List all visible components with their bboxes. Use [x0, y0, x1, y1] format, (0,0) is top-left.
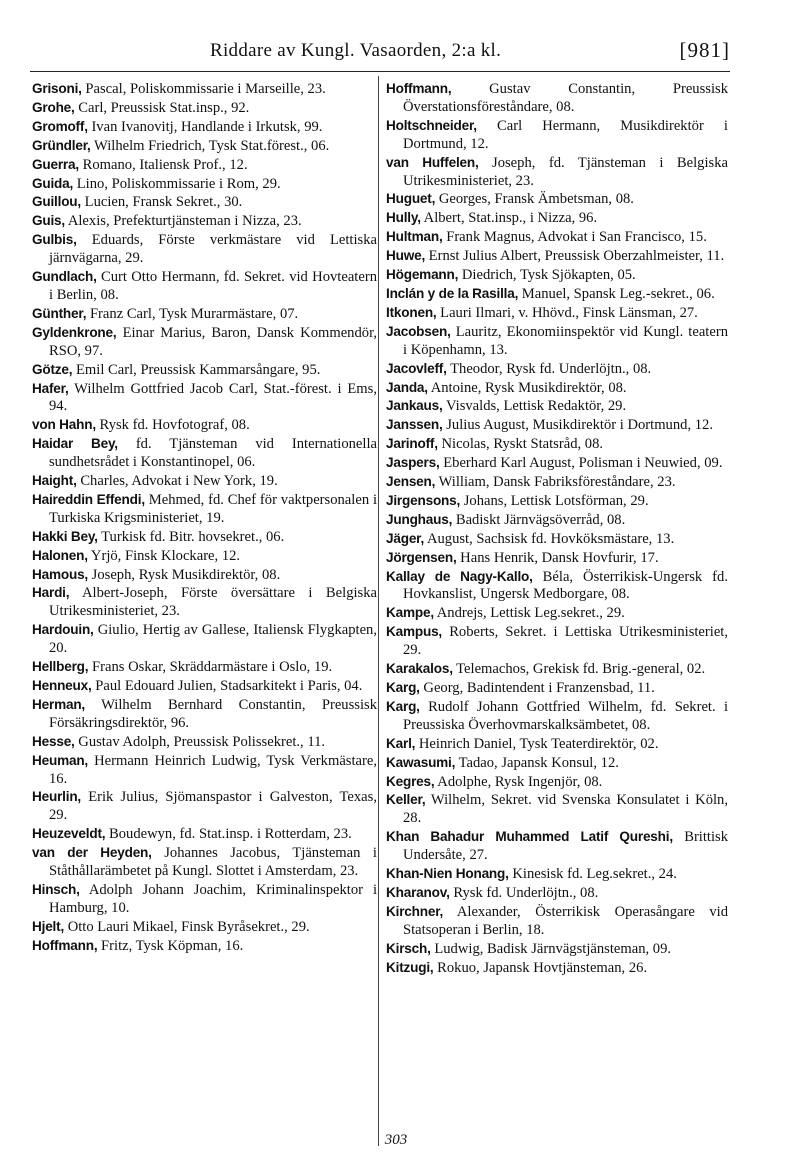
- entry-surname: Heuman,: [32, 752, 89, 768]
- entry-surname: Grohe,: [32, 99, 75, 115]
- directory-entry: [32, 231, 377, 268]
- directory-entry: [386, 190, 728, 209]
- running-title: Riddare av Kungl. Vasaorden, 2:a kl.: [210, 40, 502, 61]
- entry-surname: Hakki Bey,: [32, 528, 98, 544]
- entry-surname: Guerra,: [32, 156, 79, 172]
- directory-entry: [32, 380, 377, 417]
- directory-entry: [32, 118, 377, 137]
- entry-details: Eduards, Förste verkmästare vid Lettiska järnvägarna, 29.: [49, 232, 377, 267]
- entry-details: Turkisk fd. Bitr. hovsekret., 06.: [97, 528, 285, 545]
- entry-details: Johans, Lettisk Lotsförman, 29.: [460, 492, 649, 509]
- entry-details: Curt Otto Hermann, fd. Sekret. vid Hovteatern i Berlin, 08.: [49, 269, 377, 303]
- directory-entry: [386, 679, 728, 698]
- entry-details: Ludwig, Badisk Järnvägstjänsteman, 09.: [430, 940, 672, 957]
- directory-entry: [32, 268, 377, 305]
- entry-details: Andrejs, Lettisk Leg.sekret., 29.: [433, 605, 625, 622]
- entry-surname: Högemann,: [386, 267, 459, 283]
- entry-surname: Kharanov,: [386, 884, 450, 900]
- entry-details: Rysk fd. Underlöjtn., 08.: [449, 884, 599, 901]
- entry-details: Frank Magnus, Advokat i San Francisco, 15.: [442, 229, 707, 246]
- entry-surname: Hamous,: [32, 566, 89, 582]
- entry-surname: Hafer,: [32, 380, 69, 396]
- directory-entry: [386, 416, 728, 435]
- directory-entry: [32, 212, 377, 231]
- entry-details: Theodor, Rysk fd. Underlöjtn., 08.: [446, 360, 652, 377]
- entry-details: Carl, Preussisk Stat.insp., 92.: [74, 99, 250, 116]
- directory-entry: [386, 154, 728, 191]
- directory-entry: [32, 137, 377, 156]
- directory-entry: [32, 324, 377, 361]
- directory-entry: [386, 473, 728, 492]
- entry-details: Erik Julius, Sjömanspastor i Galveston, Texas, 29.: [49, 789, 377, 824]
- entry-details: Heinrich Daniel, Tysk Teaterdirektör, 02.: [415, 735, 659, 752]
- entry-surname: Karg,: [386, 698, 420, 714]
- entry-details: Julius August, Musikdirektör i Dortmund, 12.: [442, 417, 713, 434]
- entry-details: Kinesisk fd. Leg.sekret., 24.: [508, 866, 677, 883]
- entry-details: Boudewyn, fd. Stat.insp. i Rotterdam, 23.: [105, 826, 352, 843]
- directory-entry: [386, 568, 728, 605]
- entry-details: Manuel, Spansk Leg.-sekret., 06.: [518, 285, 715, 302]
- entry-surname: Götze,: [32, 361, 73, 377]
- entry-surname: Haidar Bey,: [32, 436, 118, 452]
- entry-surname: Holtschneider,: [386, 117, 477, 133]
- entry-surname: Keller,: [386, 792, 426, 808]
- entry-surname: Jäger,: [386, 530, 425, 546]
- directory-entry: [32, 584, 377, 621]
- directory-entry: [32, 491, 377, 528]
- entry-surname: Hinsch,: [32, 881, 80, 897]
- directory-entry: [32, 788, 377, 825]
- entry-surname: Kirsch,: [386, 940, 431, 956]
- entry-surname: Kegres,: [386, 773, 435, 789]
- directory-entry: [32, 416, 377, 435]
- entry-surname: Karg,: [386, 680, 420, 695]
- directory-entry: [386, 454, 728, 473]
- entry-details: Lucien, Fransk Sekret., 30.: [81, 194, 243, 211]
- directory-entry: [386, 80, 728, 117]
- entry-surname: Jarinoff,: [386, 436, 438, 452]
- entry-surname: Junghaus,: [386, 511, 453, 527]
- directory-entry: [386, 660, 728, 679]
- entry-surname: Halonen,: [32, 547, 88, 563]
- directory-entry: [386, 492, 728, 511]
- directory-entry: [32, 918, 377, 937]
- entry-surname: Gründler,: [32, 137, 91, 153]
- directory-entry: [386, 959, 728, 978]
- entry-details: Frans Oskar, Skräddarmästare i Oslo, 19.: [88, 659, 333, 676]
- footer-page-number: 303: [384, 1132, 408, 1148]
- directory-entry: [386, 549, 728, 568]
- entry-surname: Kirchner,: [386, 903, 444, 919]
- directory-entry: [386, 285, 728, 304]
- directory-entry: [32, 528, 377, 547]
- directory-entry: [386, 117, 728, 154]
- entry-surname: Günther,: [32, 305, 87, 321]
- entry-surname: Karakalos,: [386, 661, 453, 677]
- entry-details: Wilhelm Friedrich, Tysk Stat.förest., 06.: [90, 137, 330, 154]
- entry-surname: Inclán y de la Rasilla,: [386, 285, 519, 301]
- entry-surname: Hjelt,: [32, 918, 65, 934]
- entry-details: Paul Edouard Julien, Stadsarkitekt i Paris, 04.: [91, 678, 363, 694]
- left-column: [32, 80, 377, 956]
- directory-entry: [32, 844, 377, 881]
- entry-surname: van Huffelen,: [386, 154, 479, 170]
- directory-entry: [386, 379, 728, 398]
- entry-surname: Karl,: [386, 735, 416, 751]
- entry-details: Wilhelm Gottfried Jacob Carl, Stat.-förest. i Ems, 94.: [49, 380, 377, 415]
- directory-entry: [32, 472, 377, 491]
- entry-surname: Hully,: [386, 210, 421, 226]
- header-rule: [30, 71, 730, 72]
- entry-details: Joseph, Rysk Musikdirektör, 08.: [88, 566, 281, 583]
- directory-entry: [32, 658, 377, 677]
- entry-details: Telemachos, Grekisk fd. Brig.-general, 02.: [452, 661, 706, 678]
- entry-surname: Jankaus,: [386, 398, 443, 414]
- entry-details: Hermann Heinrich Ludwig, Tysk Verkmästare, 16.: [49, 752, 377, 787]
- directory-entry: [386, 435, 728, 454]
- directory-entry: [386, 623, 728, 660]
- directory-entry: [386, 266, 728, 285]
- directory-entry: [32, 696, 377, 733]
- directory-entry: [386, 397, 728, 416]
- directory-entry: [32, 752, 377, 789]
- entry-details: Eberhard Karl August, Polisman i Neuwied, 09.: [439, 455, 723, 472]
- entry-surname: Hoffmann,: [386, 81, 452, 96]
- entry-surname: Jörgensen,: [386, 549, 457, 565]
- page-header: [30, 38, 730, 68]
- directory-entry: [32, 881, 377, 918]
- entry-surname: Herman,: [32, 696, 85, 712]
- entry-surname: Kallay de Nagy-Kallo,: [386, 568, 533, 584]
- directory-entry: [32, 80, 377, 99]
- entry-details: Brittisk Undersåte, 27.: [403, 829, 729, 864]
- entry-details: Albert-Joseph, Förste översättare i Belgiska Utrikesministeriet, 23.: [49, 585, 377, 620]
- entry-surname: Guis,: [32, 213, 65, 229]
- entry-surname: Kitzugi,: [386, 959, 434, 975]
- entry-details: Rokuo, Japansk Hovtjänsteman, 26.: [433, 959, 648, 976]
- directory-entry: [32, 305, 377, 324]
- entry-surname: Itkonen,: [386, 304, 437, 320]
- entry-details: Carl Hermann, Musikdirektör i Dortmund, 12.: [403, 117, 728, 152]
- entry-details: Rudolf Johann Gottfried Wilhelm, fd. Sekret. i Preussiska Överhovmarskalksämbetet, 08.: [403, 698, 728, 733]
- entry-surname: Huguet,: [386, 191, 436, 207]
- entry-surname: Haireddin Effendi,: [32, 491, 145, 507]
- entry-details: Nicolas, Ryskt Statsråd, 08.: [437, 436, 604, 453]
- entry-details: William, Dansk Fabriksföreståndare, 23.: [435, 474, 676, 491]
- entry-details: Lino, Poliskommissarie i Rom, 29.: [73, 175, 281, 192]
- entry-surname: Jensen,: [386, 474, 436, 490]
- entry-details: Einar Marius, Baron, Dansk Kommendör, RSO, 97.: [49, 324, 377, 359]
- directory-entry: [386, 773, 728, 792]
- entry-details: Alexis, Prefekturtjänsteman i Nizza, 23.: [65, 213, 302, 230]
- directory-entry: [386, 735, 728, 754]
- entry-details: Badiskt Järnvägsöverråd, 08.: [452, 511, 626, 528]
- entry-surname: Kampe,: [386, 605, 434, 621]
- entry-details: Lauri Ilmari, v. Hhövd., Finsk Länsman, 27.: [436, 304, 698, 321]
- right-column: [386, 80, 728, 978]
- entry-details: Fritz, Tysk Köpman, 16.: [97, 937, 244, 954]
- entry-details: Antoine, Rysk Musikdirektör, 08.: [427, 379, 627, 396]
- entry-surname: Grisoni,: [32, 81, 82, 96]
- entry-surname: Hultman,: [386, 229, 443, 245]
- directory-entry: [386, 604, 728, 623]
- directory-entry: [386, 698, 728, 735]
- entry-details: Tadao, Japansk Konsul, 12.: [455, 754, 619, 771]
- directory-entry: [386, 791, 728, 828]
- column-divider: [378, 76, 379, 1146]
- directory-entry: [386, 228, 728, 247]
- entry-details: Béla, Österrikisk-Ungersk fd. Hovkanslist, Ungersk Medborgare, 08.: [403, 568, 728, 603]
- directory-entry: [386, 360, 728, 379]
- entry-surname: Guida,: [32, 175, 74, 191]
- entry-surname: Khan Bahadur Muhammed Latif Qureshi,: [386, 829, 673, 845]
- entry-surname: Hardi,: [32, 585, 70, 601]
- entry-details: fd. Tjänsteman vid Internationella sundhetsrådet i Konstantinopel, 06.: [49, 436, 377, 471]
- directory-entry: [32, 825, 377, 844]
- entry-details: Alexander, Österrikisk Operasångare vid Statsoperan i Berlin, 18.: [403, 903, 728, 938]
- directory-entry: [386, 247, 728, 266]
- directory-entry: [32, 361, 377, 380]
- entry-details: Roberts, Sekret. i Lettiska Utrikesministeriet, 29.: [403, 624, 728, 659]
- entry-surname: Hesse,: [32, 733, 75, 749]
- directory-entry: [32, 435, 377, 472]
- entry-details: Albert, Stat.insp., i Nizza, 96.: [420, 210, 598, 227]
- entry-surname: Heuzeveldt,: [32, 826, 106, 842]
- entry-details: Yrjö, Finsk Klockare, 12.: [87, 547, 241, 564]
- directory-entry: [386, 530, 728, 549]
- entry-surname: Janda,: [386, 379, 428, 395]
- entry-details: Wilhelm Bernhard Constantin, Preussisk Försäkringsdirektör, 96.: [49, 696, 377, 731]
- directory-entry: [386, 903, 728, 940]
- directory-entry: [32, 156, 377, 175]
- entry-details: Rysk fd. Hovfotograf, 08.: [95, 417, 250, 434]
- directory-entry: [386, 940, 728, 959]
- entry-details: Wilhelm, Sekret. vid Svenska Konsulatet i Köln, 28.: [403, 792, 728, 827]
- entry-details: Mehmed, fd. Chef för vaktpersonalen i Turkiska Krigsministeriet, 19.: [49, 491, 378, 526]
- entry-surname: Gulbis,: [32, 232, 77, 248]
- directory-entry: [32, 937, 377, 956]
- entry-surname: von Hahn,: [32, 417, 96, 433]
- entry-surname: Kampus,: [386, 624, 443, 640]
- entry-surname: Kawasumi,: [386, 754, 456, 770]
- entry-details: Gustav Constantin, Preussisk Överstationsföreståndare, 08.: [403, 81, 728, 115]
- directory-entry: [386, 304, 728, 323]
- entry-details: August, Sachsisk fd. Hovköksmästare, 13.: [424, 530, 675, 547]
- entry-details: Franz Carl, Tysk Murarmästare, 07.: [86, 305, 299, 322]
- entry-details: Lauritz, Ekonomiinspektör vid Kungl. teatern i Köpenhamn, 13.: [403, 323, 728, 358]
- entry-surname: Khan-Nien Honang,: [386, 866, 509, 882]
- entry-details: Giulio, Hertig av Gallese, Italiensk Flygkapten, 20.: [49, 622, 377, 657]
- directory-entry: [32, 175, 377, 194]
- entry-details: Adolph Johann Joachim, Kriminalinspektor i Hamburg, 10.: [49, 881, 377, 916]
- entry-details: Romano, Italiensk Prof., 12.: [78, 156, 248, 173]
- entry-surname: Jacobsen,: [386, 323, 451, 339]
- directory-entry: [386, 865, 728, 884]
- entry-details: Georges, Fransk Ämbetsman, 08.: [435, 191, 634, 208]
- directory-entry: [386, 209, 728, 228]
- directory-entry: [32, 193, 377, 212]
- entry-details: Visvalds, Lettisk Redaktör, 29.: [442, 398, 627, 415]
- directory-entry: [386, 323, 728, 360]
- entry-surname: Gyldenkrone,: [32, 324, 117, 340]
- entry-surname: Huwe,: [386, 248, 426, 264]
- directory-entry: [32, 677, 377, 696]
- entry-surname: Gundlach,: [32, 269, 97, 285]
- entry-surname: Haight,: [32, 473, 77, 489]
- entry-surname: van der Heyden,: [32, 845, 152, 861]
- entry-surname: Jacovleff,: [386, 360, 447, 376]
- entry-surname: Jaspers,: [386, 455, 440, 471]
- entry-surname: Hoffmann,: [32, 937, 98, 953]
- directory-entry: [386, 884, 728, 903]
- directory-entry: [386, 511, 728, 530]
- entry-details: Otto Lauri Mikael, Finsk Byråsekret., 29.: [64, 918, 310, 935]
- entry-surname: Henneux,: [32, 678, 92, 693]
- entry-details: Adolphe, Rysk Ingenjör, 08.: [434, 773, 603, 790]
- directory-entry: [32, 99, 377, 118]
- entry-details: Diedrich, Tysk Sjökapten, 05.: [458, 267, 636, 284]
- entry-details: Ivan Ivanovitj, Handlande i Irkutsk, 99.: [87, 118, 323, 135]
- entry-details: Joseph, fd. Tjänsteman i Belgiska Utrikesministeriet, 23.: [403, 154, 728, 189]
- directory-entry: [32, 547, 377, 566]
- entry-details: Charles, Advokat i New York, 19.: [76, 473, 278, 490]
- entry-surname: Gromoff,: [32, 118, 88, 134]
- entry-surname: Hardouin,: [32, 622, 94, 638]
- entry-details: Gustav Adolph, Preussisk Polissekret., 11.: [74, 733, 326, 750]
- entry-details: Johannes Jacobus, Tjänsteman i Ståthållarämbetet på Kungl. Slottet i Amsterdam, 23.: [49, 845, 377, 880]
- directory-entry: [386, 754, 728, 773]
- directory-entry: [32, 566, 377, 585]
- entry-details: Hans Henrik, Dansk Hovfurir, 17.: [456, 549, 659, 566]
- entry-surname: Jirgensons,: [386, 492, 461, 508]
- entry-details: Emil Carl, Preussisk Kammarsångare, 95.: [72, 361, 321, 378]
- entry-details: Pascal, Poliskommissarie i Marseille, 23.: [81, 81, 326, 97]
- entry-details: Georg, Badintendent i Franzensbad, 11.: [419, 680, 655, 696]
- directory-entry: [386, 828, 728, 865]
- entry-surname: Heurlin,: [32, 789, 82, 805]
- header-page-number: [981]: [679, 38, 730, 62]
- entry-surname: Hellberg,: [32, 659, 89, 675]
- entry-surname: Guillou,: [32, 194, 81, 210]
- entry-surname: Janssen,: [386, 417, 443, 433]
- directory-entry: [32, 621, 377, 658]
- directory-entry: [32, 733, 377, 752]
- entry-details: Ernst Julius Albert, Preussisk Oberzahlmeister, 11.: [425, 248, 725, 265]
